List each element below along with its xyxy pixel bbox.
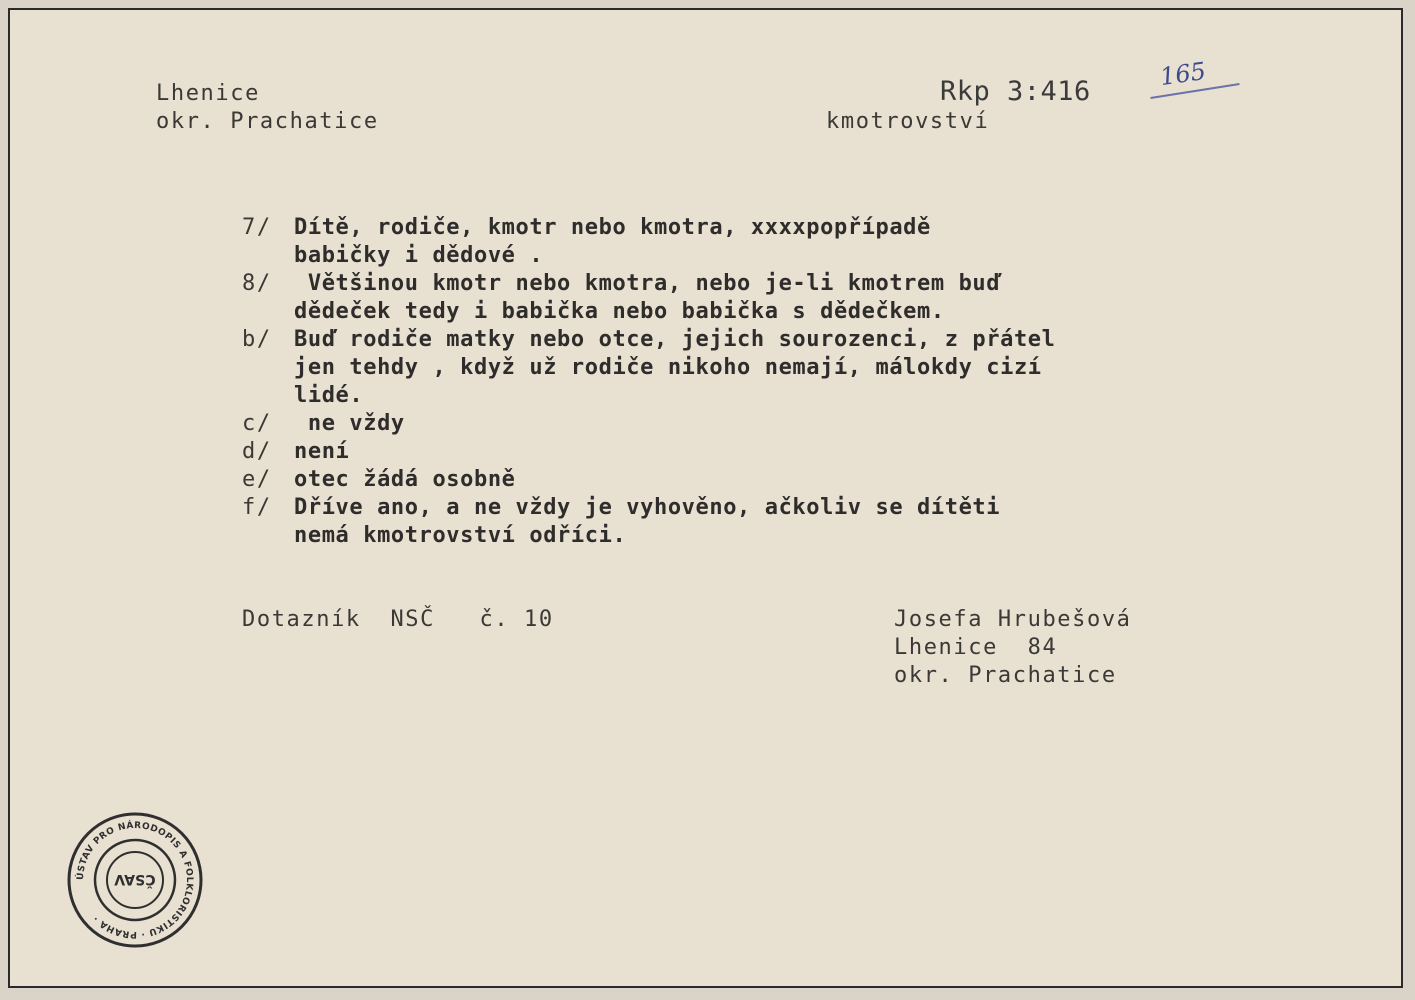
stamp-ring-text: ÚSTAV PRO NÁRODOPIS A FOLKLORISTIKU · PRAHA · — [75, 820, 195, 940]
item-label: c/ — [242, 411, 272, 436]
district-name: okr. Prachatice — [156, 109, 379, 134]
stamp-center-text: ČSAV — [114, 871, 156, 887]
item-line: nemá kmotrovství odříci. — [294, 523, 627, 548]
item-line: ne vždy — [294, 411, 405, 436]
item-line: babičky i dědové . — [294, 243, 544, 268]
item-line: není — [294, 439, 350, 464]
shelfmark: Rkp 3:416 — [940, 76, 1091, 107]
pencil-number: 165 — [1158, 56, 1208, 92]
author-district: okr. Prachatice — [894, 663, 1117, 688]
item-line: Dříve ano, a ne vždy je vyhověno, ačkoliv se dítěti — [294, 495, 1001, 520]
place-name: Lhenice — [156, 81, 260, 106]
item-line: jen tehdy , když už rodiče nikoho nemají, málokdy cizí — [294, 355, 1042, 380]
item-label: b/ — [242, 327, 272, 352]
item-line: Buď rodiče matky nebo otce, jejich sourozenci, z přátel — [294, 327, 1056, 352]
author-address: Lhenice 84 — [894, 635, 1058, 660]
author-name: Josefa Hrubešová — [894, 607, 1132, 632]
topic-heading: kmotrovství — [826, 109, 990, 134]
item-line: dědeček tedy i babička nebo babička s dědečkem. — [294, 299, 945, 324]
item-label: f/ — [242, 495, 272, 520]
item-line: Dítě, rodiče, kmotr nebo kmotra, xxxxpopřípadě — [294, 215, 931, 240]
item-line: lidé. — [294, 383, 364, 408]
questionnaire-reference: Dotazník NSČ č. 10 — [242, 607, 554, 632]
institution-stamp — [65, 810, 205, 950]
item-label: 7/ — [242, 215, 272, 240]
item-line: Většinou kmotr nebo kmotra, nebo je-li kmotrem buď — [294, 271, 1001, 296]
item-label: e/ — [242, 467, 272, 492]
item-label: 8/ — [242, 271, 272, 296]
item-line: otec žádá osobně — [294, 467, 516, 492]
item-label: d/ — [242, 439, 272, 464]
index-card — [8, 8, 1403, 988]
